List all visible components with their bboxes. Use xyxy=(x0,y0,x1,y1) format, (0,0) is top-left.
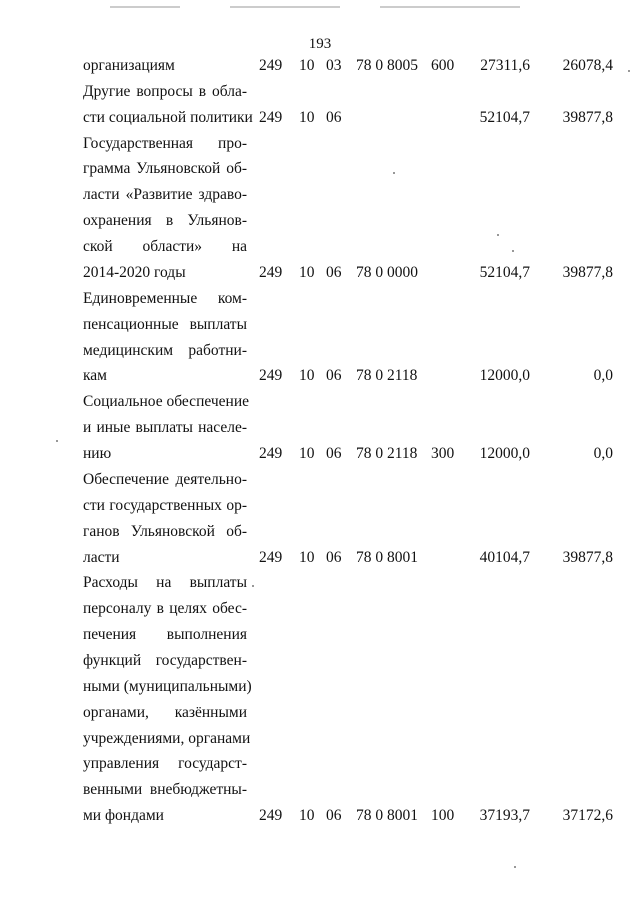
row-description: Государственная про- xyxy=(83,134,247,152)
table-row-line xyxy=(0,730,640,752)
table-row-line xyxy=(0,367,640,389)
table-row-line xyxy=(0,497,640,519)
row-description: нию xyxy=(83,445,112,463)
amount-2016: 39877,8 xyxy=(562,263,613,281)
ministry-code: 249 xyxy=(259,367,283,385)
expense-type-code: 300 xyxy=(431,445,455,463)
row-description: 2014-2020 годы xyxy=(83,263,186,281)
scan-speck xyxy=(514,866,516,868)
row-description: Расходы на выплаты xyxy=(83,574,247,592)
row-description: Обеспечение деятельно- xyxy=(83,470,247,488)
row-description: ными (муниципальными) xyxy=(83,677,252,695)
table-row-line xyxy=(0,652,640,674)
expense-type-code: 100 xyxy=(431,807,455,825)
row-description: организациям xyxy=(83,57,175,74)
row-description: сти государственных ор- xyxy=(83,496,247,514)
amount-2016: 26078,4 xyxy=(562,57,613,74)
table-row-line xyxy=(0,264,640,286)
amount-2015: 12000,0 xyxy=(479,445,530,463)
amount-2016: 37172,6 xyxy=(562,807,613,825)
row-description: ласти xyxy=(83,548,120,566)
table-row-line xyxy=(0,523,640,545)
row-description: ласти «Развитие здраво- xyxy=(83,186,247,204)
row-description: ганов Ульяновской об- xyxy=(83,522,247,540)
subsection-code: 06 xyxy=(326,807,342,825)
subsection-code: 06 xyxy=(326,445,342,463)
target-article-code: 78 0 8001 xyxy=(356,807,418,825)
subsection-code: 06 xyxy=(326,263,342,281)
scan-speck xyxy=(393,172,395,174)
amount-2015: 27311,6 xyxy=(480,57,530,74)
table-row-line xyxy=(0,704,640,726)
amount-2015: 52104,7 xyxy=(479,263,530,281)
table-row-line xyxy=(0,755,640,777)
table-row-line xyxy=(0,109,640,131)
table-row-line xyxy=(0,290,640,312)
amount-2015: 12000,0 xyxy=(479,367,530,385)
table-row-line xyxy=(0,186,640,208)
expense-type-code: 600 xyxy=(431,57,455,74)
ministry-code: 249 xyxy=(259,548,283,566)
row-description: охранения в Ульянов- xyxy=(83,212,247,230)
row-description: грамма Ульяновской об- xyxy=(83,160,247,178)
scan-speck xyxy=(512,250,514,252)
row-description: сти социальной политики xyxy=(83,108,253,126)
section-code: 10 xyxy=(299,807,315,825)
target-article-code: 78 0 8005 xyxy=(356,57,418,74)
section-code: 10 xyxy=(299,263,315,281)
row-description: и иные выплаты населе- xyxy=(83,419,247,437)
row-description: Другие вопросы в обла- xyxy=(83,82,247,100)
amount-2016: 39877,8 xyxy=(562,548,613,566)
ministry-code: 249 xyxy=(259,445,283,463)
row-description: учреждениями, органами xyxy=(83,729,251,747)
table-row-line xyxy=(0,574,640,596)
row-description: управления государст- xyxy=(83,755,247,773)
scan-speck xyxy=(56,440,58,442)
table-row-line xyxy=(0,83,640,105)
ministry-code: 249 xyxy=(259,57,283,74)
target-article-code: 78 0 2118 xyxy=(356,445,418,463)
amount-2016: 0,0 xyxy=(593,445,613,463)
table-row-line xyxy=(0,781,640,803)
row-description: венными внебюджетны- xyxy=(83,781,247,799)
subsection-code: 06 xyxy=(326,548,342,566)
section-code: 10 xyxy=(299,108,315,126)
amount-2016: 39877,8 xyxy=(562,108,613,126)
scan-speck xyxy=(252,585,254,587)
ministry-code: 249 xyxy=(259,108,283,126)
target-article-code: 78 0 8001 xyxy=(356,548,418,566)
row-description: функций государствен- xyxy=(83,652,247,669)
subsection-code: 06 xyxy=(326,367,342,385)
table-row-line xyxy=(0,445,640,467)
scan-artifact xyxy=(380,6,520,8)
row-description: печения выполнения xyxy=(83,626,247,644)
row-description: персоналу в целях обес- xyxy=(83,600,247,618)
scan-speck xyxy=(497,234,499,236)
table-row-line xyxy=(0,135,640,157)
row-description: Единовременные ком- xyxy=(83,289,247,307)
row-description: ской области» на xyxy=(83,238,247,256)
table-row-line xyxy=(0,471,640,493)
subsection-code: 03 xyxy=(326,57,342,74)
table-row-line xyxy=(0,57,640,79)
amount-2016: 0,0 xyxy=(593,367,613,385)
table-row-line xyxy=(0,678,640,700)
table-row-line xyxy=(0,419,640,441)
ministry-code: 249 xyxy=(259,263,283,281)
scan-artifact xyxy=(230,6,340,8)
row-description: кам xyxy=(83,367,107,385)
amount-2015: 52104,7 xyxy=(479,108,530,126)
target-article-code: 78 0 0000 xyxy=(356,263,418,281)
row-description: Социальное обеспечение xyxy=(83,393,249,411)
amount-2015: 37193,7 xyxy=(479,807,530,825)
section-code: 10 xyxy=(299,57,315,74)
table-row-line xyxy=(0,316,640,338)
table-row-line xyxy=(0,238,640,260)
row-description: органами, казёнными xyxy=(83,703,247,721)
table-row-line xyxy=(0,393,640,415)
page-number: 193 xyxy=(308,36,332,52)
table-row-line xyxy=(0,600,640,622)
table-row-line xyxy=(0,626,640,648)
target-article-code: 78 0 2118 xyxy=(356,367,418,385)
table-row-line xyxy=(0,807,640,829)
scan-artifact xyxy=(110,6,180,8)
amount-2015: 40104,7 xyxy=(479,548,530,566)
row-description: ми фондами xyxy=(83,807,164,825)
scan-speck xyxy=(628,70,630,72)
section-code: 10 xyxy=(299,445,315,463)
row-description: медицинским работни- xyxy=(83,341,247,359)
subsection-code: 06 xyxy=(326,108,342,126)
section-code: 10 xyxy=(299,367,315,385)
table-row-line xyxy=(0,212,640,234)
ministry-code: 249 xyxy=(259,807,283,825)
table-row-line xyxy=(0,342,640,364)
section-code: 10 xyxy=(299,548,315,566)
table-row-line xyxy=(0,160,640,182)
row-description: пенсационные выплаты xyxy=(83,315,247,333)
table-row-line xyxy=(0,549,640,571)
